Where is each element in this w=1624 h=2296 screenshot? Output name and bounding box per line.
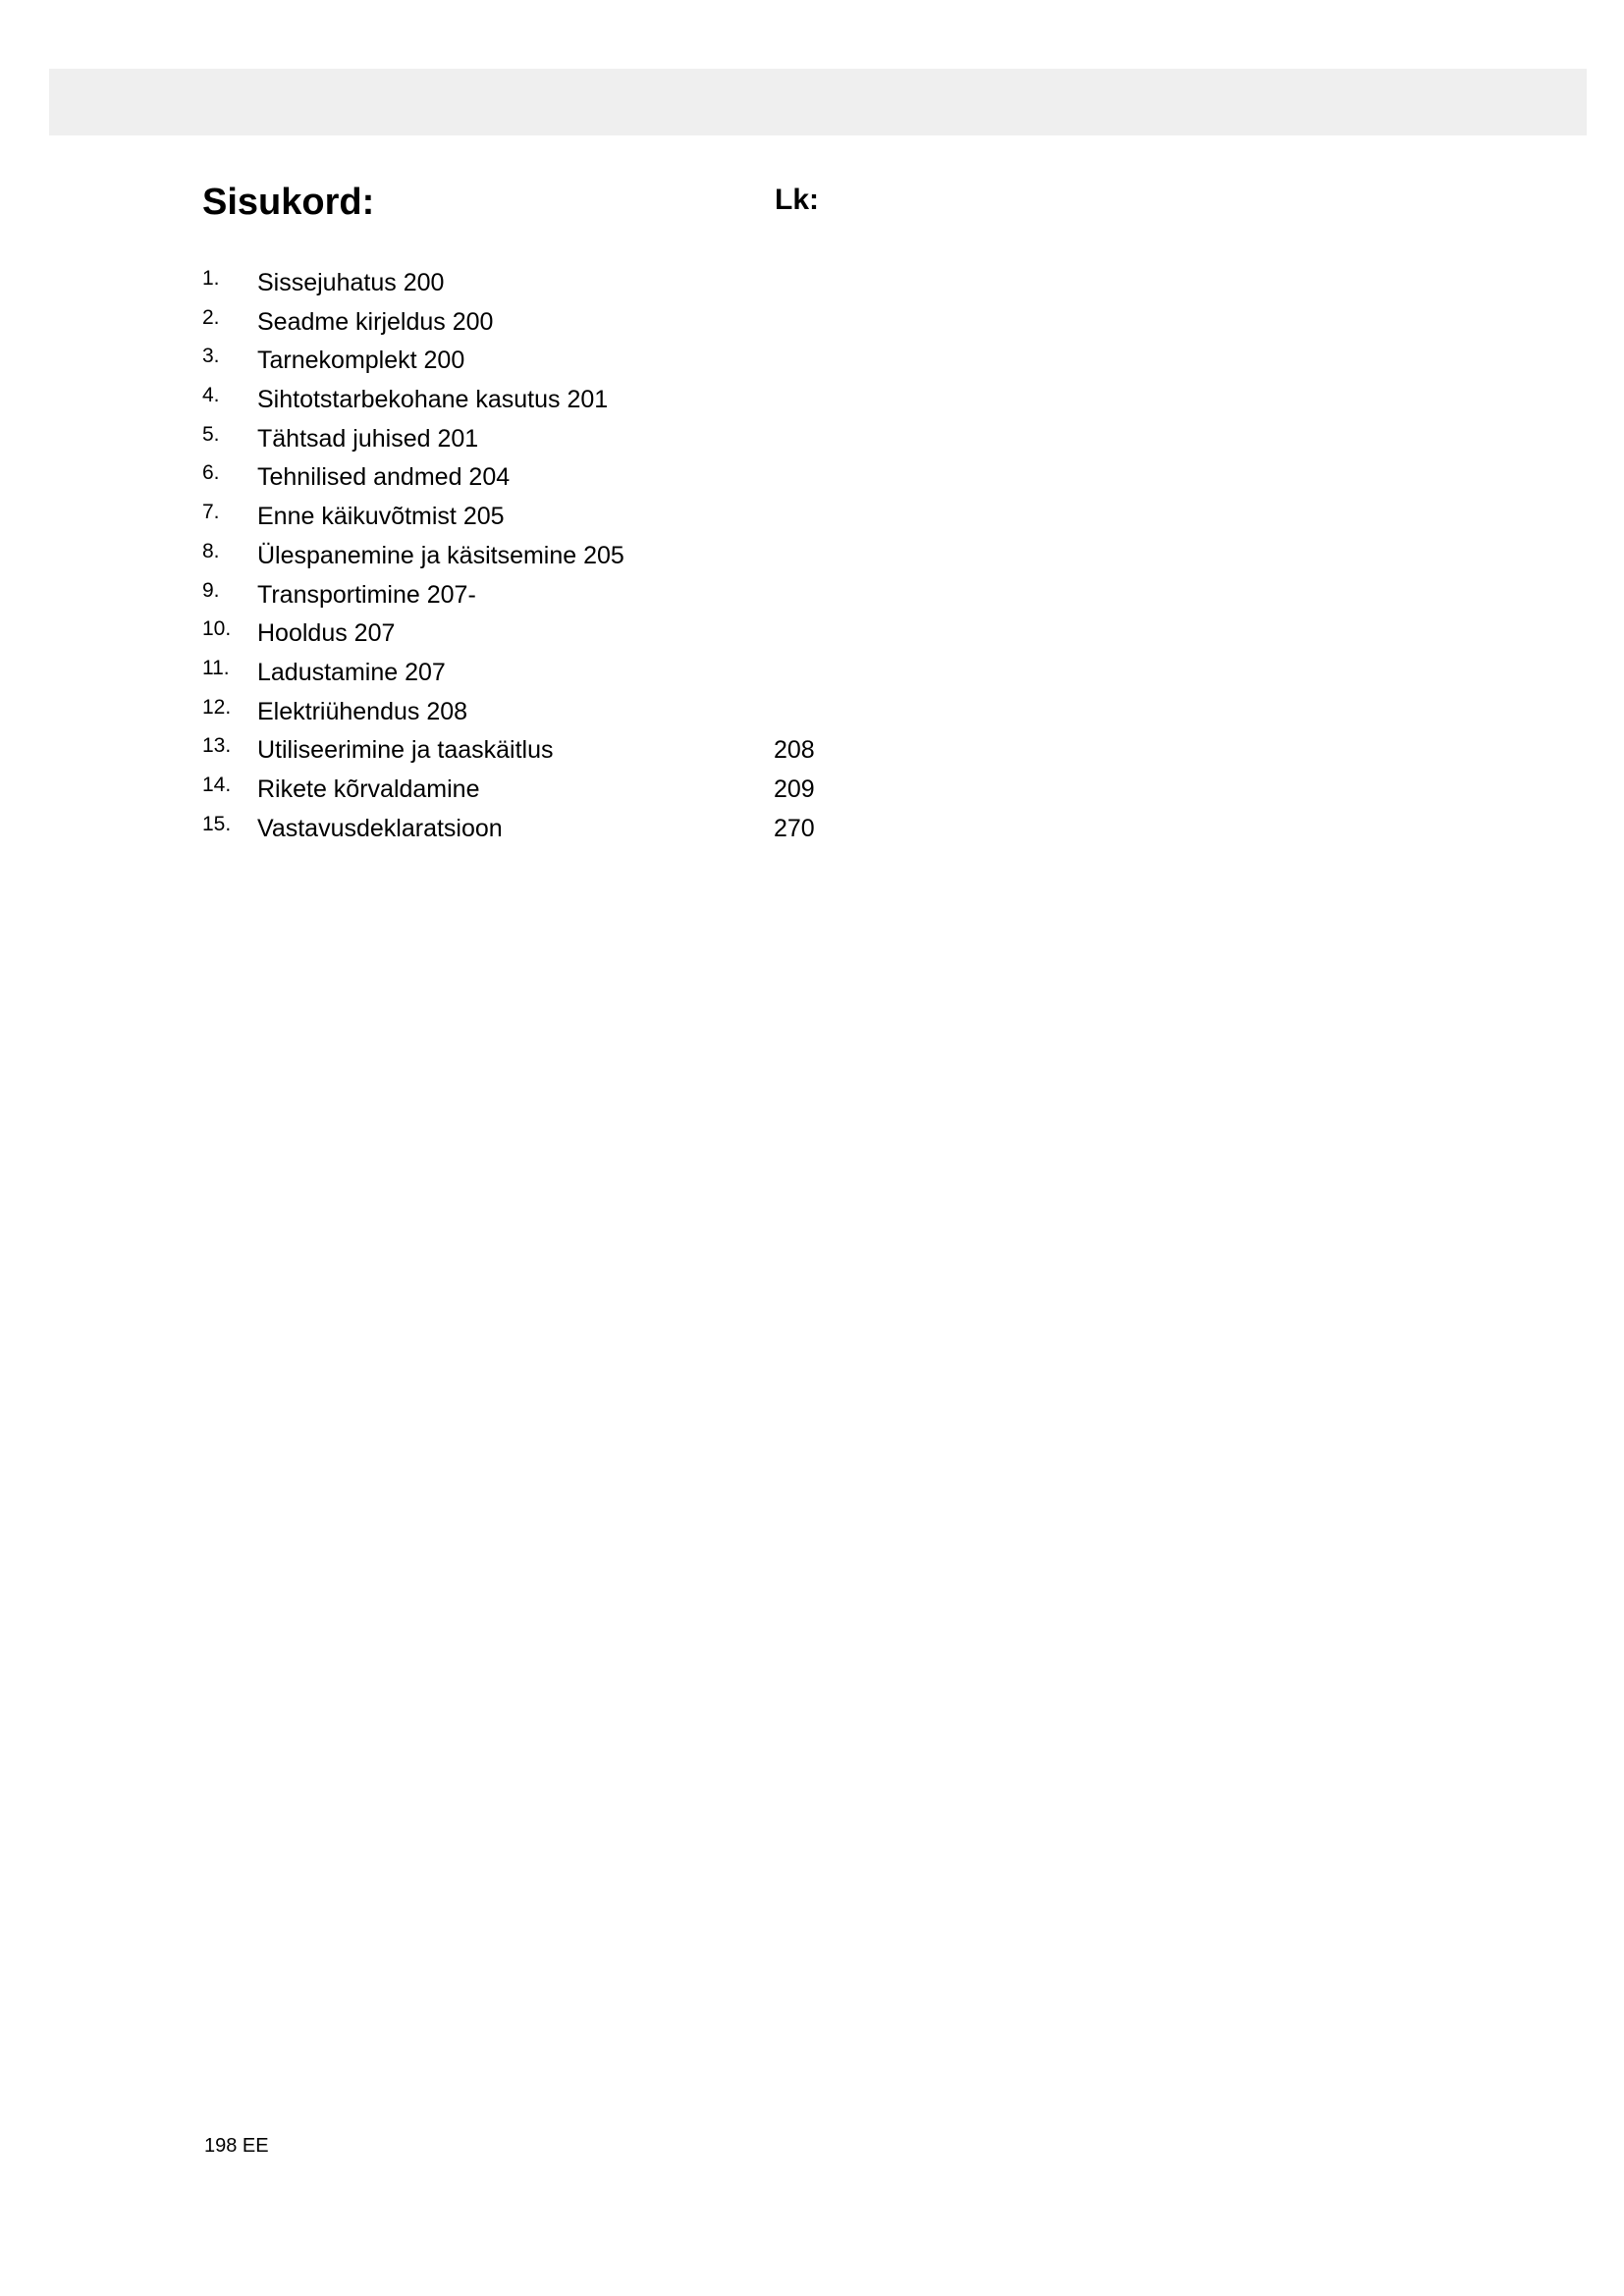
toc-number: 5. bbox=[202, 422, 220, 446]
table-of-contents bbox=[202, 265, 890, 849]
footer-page-number: 198 EE bbox=[204, 2135, 269, 2157]
header-band bbox=[49, 69, 1587, 135]
toc-number: 4. bbox=[202, 384, 220, 407]
toc-number: 1. bbox=[202, 267, 220, 290]
toc-number: 11. bbox=[202, 656, 230, 679]
toc-entry[interactable] bbox=[202, 538, 890, 577]
toc-title: Tarnekomplekt 200 bbox=[257, 347, 465, 375]
page-title: Sisukord: bbox=[202, 182, 375, 223]
toc-entry[interactable] bbox=[202, 343, 890, 382]
toc-title: Rikete kõrvaldamine bbox=[257, 774, 480, 803]
toc-entry[interactable] bbox=[202, 694, 890, 733]
toc-entry[interactable] bbox=[202, 265, 890, 304]
toc-entry[interactable] bbox=[202, 772, 890, 811]
toc-page: 270 bbox=[774, 814, 815, 842]
toc-entry[interactable] bbox=[202, 732, 890, 772]
toc-title: Hooldus 207 bbox=[257, 619, 396, 648]
toc-title: Seadme kirjeldus 200 bbox=[257, 307, 494, 336]
toc-number: 7. bbox=[202, 501, 220, 524]
toc-title: Ülespanemine ja käsitsemine 205 bbox=[257, 541, 624, 569]
toc-page: 208 bbox=[774, 736, 815, 765]
toc-entry[interactable] bbox=[202, 811, 890, 850]
toc-number: 12. bbox=[202, 695, 232, 719]
toc-title: Ladustamine 207 bbox=[257, 658, 446, 686]
toc-title: Transportimine 207- bbox=[257, 580, 476, 609]
toc-title: Sihtotstarbekohane kasutus 201 bbox=[257, 386, 609, 414]
toc-number: 8. bbox=[202, 539, 220, 562]
page-column-label: Lk: bbox=[775, 184, 819, 216]
toc-entry[interactable] bbox=[202, 304, 890, 344]
toc-title: Sissejuhatus 200 bbox=[257, 269, 445, 296]
toc-number: 3. bbox=[202, 345, 220, 368]
toc-entry[interactable] bbox=[202, 459, 890, 499]
toc-entry[interactable] bbox=[202, 577, 890, 616]
toc-title: Enne käikuvõtmist 205 bbox=[257, 503, 505, 531]
toc-entry[interactable] bbox=[202, 421, 890, 460]
toc-number: 2. bbox=[202, 305, 220, 329]
toc-number: 10. bbox=[202, 617, 232, 641]
toc-number: 13. bbox=[202, 734, 232, 758]
toc-entry[interactable] bbox=[202, 615, 890, 655]
toc-number: 14. bbox=[202, 773, 232, 796]
toc-number: 15. bbox=[202, 812, 232, 835]
toc-title: Elektriühendus 208 bbox=[257, 697, 468, 725]
toc-title: Utiliseerimine ja taaskäitlus bbox=[257, 736, 554, 765]
toc-title: Vastavusdeklaratsioon bbox=[257, 814, 503, 842]
toc-title: Tehnilised andmed 204 bbox=[257, 463, 511, 492]
toc-number: 9. bbox=[202, 578, 220, 602]
toc-number: 6. bbox=[202, 461, 220, 485]
toc-entry[interactable] bbox=[202, 655, 890, 694]
toc-page: 209 bbox=[774, 774, 815, 803]
toc-entry[interactable] bbox=[202, 499, 890, 538]
toc-entry[interactable] bbox=[202, 382, 890, 421]
toc-title: Tähtsad juhised 201 bbox=[257, 424, 479, 453]
